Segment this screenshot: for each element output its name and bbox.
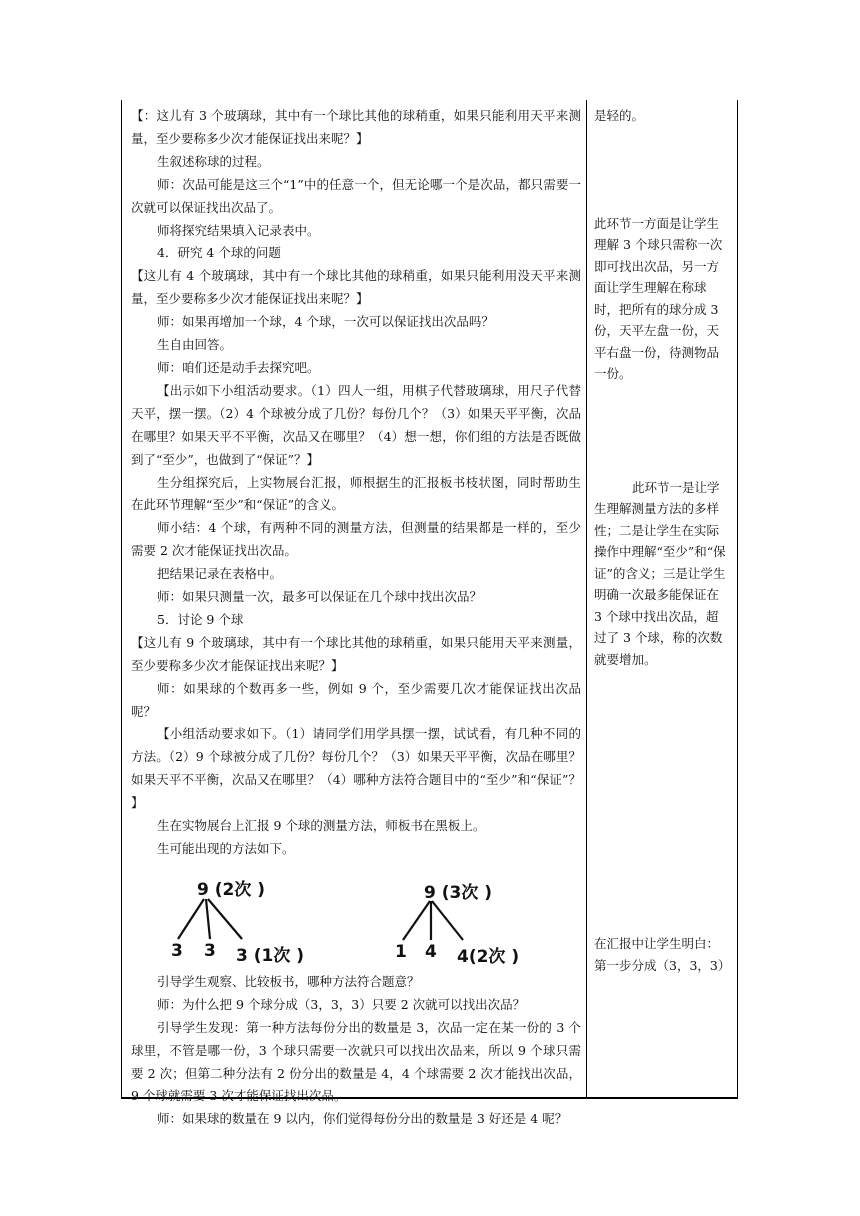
paragraph: 师：如果球的个数再多一些，例如 9 个，至少需要几次才能保证找出次品呢？: [131, 680, 581, 719]
teaching-process-column: [131, 105, 581, 1131]
tree2-child-3: 4(2次 ): [457, 946, 520, 967]
paragraph: 引导学生观察、比较板书，哪种方法符合题意？: [157, 973, 420, 989]
paragraph: 师：咱们还是动手去探究吧。: [157, 359, 320, 375]
paragraph: 4．研究 4 个球的问题: [157, 245, 281, 261]
table-border-right: [737, 100, 738, 1098]
design-intent-column: [594, 105, 731, 976]
tree1-child-3: 3 (1次 ): [236, 945, 305, 966]
note-3: 此环节一是让学生理解测量方法的多样性；二是让学生在实际操作中理解“至少”和“保证”的含义；三是让学生明确一次最多能保证在 3 个球中找出次品，超过了 3 个球，称的次数就要增加。: [594, 479, 726, 667]
ball-division-diagram: [131, 861, 581, 971]
tree2-child-1: 1: [395, 941, 407, 962]
paragraph: 师小结：4 个球，有两种不同的测量方法，但测量的结果都是一样的，至少需要 2 次才能保证找出次品。: [131, 520, 581, 559]
note-1: 是轻的。: [594, 108, 645, 123]
paragraphs-bottom: [131, 971, 581, 1131]
tree2-child-2: 4: [425, 941, 437, 962]
table-border-left: [121, 100, 122, 1098]
note-2: 此环节一方面是让学生理解 3 个球只需称一次即可找出次品，另一方面让学生理解在称球时，把所有的球分成 3 份，天平左盘一份，天平右盘一份，待测物品一份。: [594, 215, 723, 381]
tree2-root: 9 (3次 ): [424, 882, 493, 903]
tree1-root: 9 (2次 ): [197, 879, 266, 900]
tree1-child-1: 3: [171, 940, 183, 961]
paragraph: 师将探究结果填入记录表中。: [157, 222, 320, 238]
paragraph: 把结果记录在表格中。: [157, 566, 283, 582]
paragraphs-top: [131, 105, 581, 861]
paragraph: 师：如果再增加一个球，4 个球，一次可以保证找出次品吗？: [157, 314, 494, 330]
note-4: 在汇报中让学生明白：第一步分成（3，3，3）: [594, 936, 731, 973]
paragraph: 【这儿有 4 个玻璃球，其中有一个球比其他的球稍重，如果只能利用没天平来测量，至少要称多少次才能保证找出来呢？】: [131, 268, 581, 307]
paragraph: 【这儿有 9 个玻璃球，其中有一个球比其他的球稍重，如果只能用天平来测量，至少要称多少次才能保证找出来呢？】: [131, 634, 581, 673]
paragraph: 师：如果球的数量在 9 以内，你们觉得每份分出的数量是 3 好还是 4 呢？: [157, 1111, 568, 1127]
paragraph: 生自由回答。: [157, 337, 233, 353]
paragraph: 【小组活动要求如下。（1）请同学们用学具摆一摆，试试看，有几种不同的方法。（2）9 个球被分成了几份？每份几个？（3）如果天平平衡，次品在哪里？如果天平不平衡，次品又在哪里？（4）哪种方法符合题目中的“至少”和“保证”？ 】: [131, 726, 581, 811]
paragraph: 生叙述称球的过程。: [157, 153, 270, 169]
lesson-table: [121, 100, 738, 1127]
paragraph: 师：次品可能是这三个“1”中的任意一个，但无论哪一个是次品，都只需要一次就可以保证找出次品了。: [131, 176, 581, 215]
table-column-divider: [586, 100, 587, 1098]
tree1-child-2: 3: [204, 940, 216, 961]
paragraph: 5．讨论 9 个球: [157, 611, 244, 627]
paragraph: 师：如果只测量一次，最多可以保证在几个球中找出次品？: [157, 589, 483, 605]
paragraph: 生分组探究后，上实物展台汇报，师根据生的汇报板书枝状图，同时帮助生在此环节理解“至少”和“保证”的含义。: [131, 474, 581, 513]
paragraph: 生可能出现的方法如下。: [157, 841, 295, 856]
paragraph: 引导学生发现：第一种方法每份分出的数量是 3，次品一定在某一份的 3 个球里，不管是哪一份，3 个球只需要一次就只可以找出次品来，所以 9 个球只需要 2 次；但第二种分法有 2 份分出的数量是 4，4 个球需要 2 次才能找出次品，9 个球就需要 3 次才能保证找出次品。: [131, 1019, 581, 1104]
paragraph: 师：为什么把 9 个球分成（3，3，3）只要 2 次就可以找出次品？: [157, 996, 526, 1012]
paragraph: 生在实物展台上汇报 9 个球的测量方法，师板书在黑板上。: [157, 818, 486, 834]
paragraph: 【：这儿有 3 个玻璃球，其中有一个球比其他的球稍重，如果只能利用天平来测量，至少要称多少次才能保证找出来呢？】: [131, 108, 581, 146]
paragraph: 【出示如下小组活动要求。（1）四人一组，用棋子代替玻璃球，用尺子代替天平，摆一摆。（2）4 个球被分成了几份？每份几个？（3）如果天平平衡，次品在哪里？如果天平不平衡，次品又在哪里？（4）想一想，你们组的方法是否既做到了“至少”，也做到了“保证”？】: [131, 382, 581, 467]
